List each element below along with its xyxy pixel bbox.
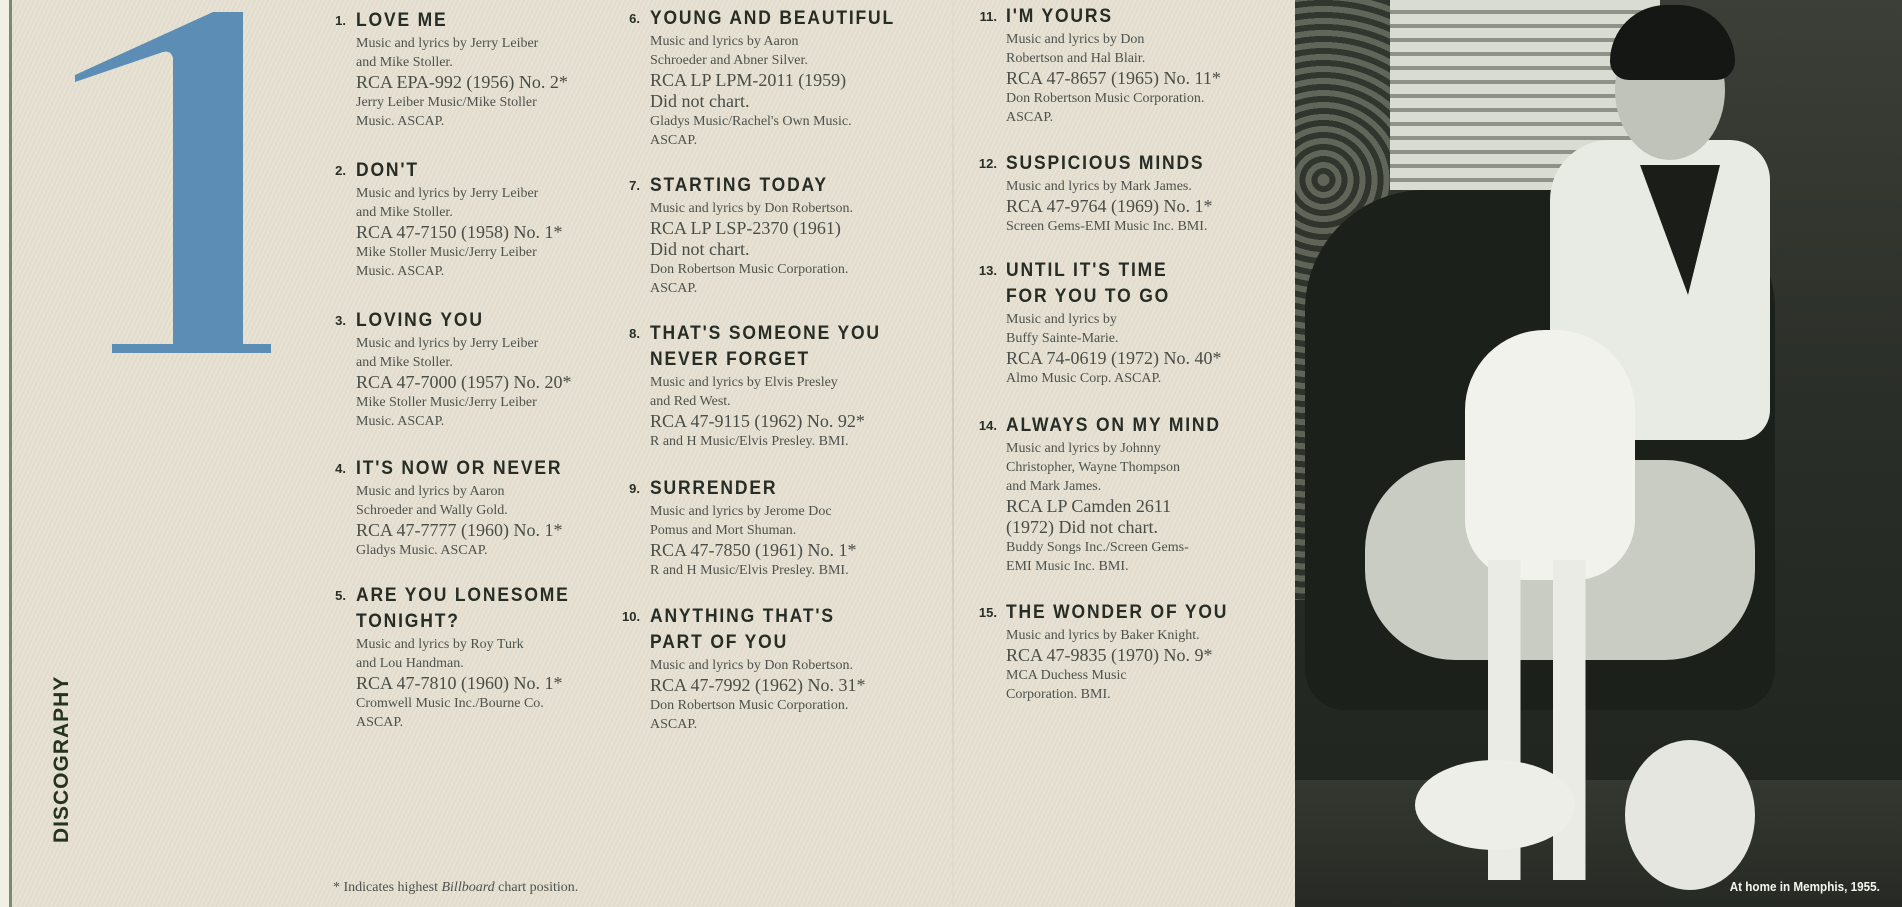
- section-label: DISCOGRAPHY: [50, 675, 73, 843]
- release-info: RCA 47-7150 (1958) No. 1*: [356, 222, 563, 242]
- song-entry: [622, 604, 922, 734]
- release-info: RCA 47-8657 (1965) No. 11*: [1006, 68, 1221, 88]
- song-entry: [970, 4, 1270, 127]
- release-info: RCA LP LSP-2370 (1961) Did not chart.: [650, 218, 841, 259]
- track-number: 4.: [335, 461, 346, 476]
- songwriter-credit: Music and lyrics by Buffy Sainte-Marie.: [1006, 312, 1119, 346]
- track-number: 3.: [335, 313, 346, 328]
- song-entry: [328, 308, 628, 431]
- release-info: RCA LP Camden 2611 (1972) Did not chart.: [1006, 496, 1172, 537]
- song-title: THE WONDER OF YOU: [1006, 602, 1229, 623]
- track-number: 2.: [335, 163, 346, 178]
- songwriter-credit: Music and lyrics by Elvis Presley and Red West.: [650, 375, 838, 409]
- track-number: 9.: [629, 481, 640, 496]
- footnote: [333, 880, 578, 896]
- song-entry: [970, 413, 1270, 576]
- song-title: SUSPICIOUS MINDS: [1006, 153, 1205, 174]
- photo-elvis-with-dog: [1295, 0, 1902, 907]
- track-number: 10.: [622, 609, 641, 624]
- song-entry: [328, 8, 628, 131]
- song-title: LOVE ME: [356, 10, 448, 31]
- songwriter-credit: Music and lyrics by Aaron Schroeder and Wally Gold.: [356, 484, 508, 518]
- songwriter-credit: Music and lyrics by Don Robertson.: [650, 658, 853, 673]
- song-title: UNTIL IT'S TIME FOR YOU TO GO: [1006, 260, 1171, 307]
- song-entry: [328, 456, 628, 560]
- track-number: 11.: [979, 9, 997, 24]
- publisher: Gladys Music/Rachel's Own Music. ASCAP.: [650, 114, 852, 148]
- track-number: 1.: [335, 13, 346, 28]
- songwriter-credit: Music and lyrics by Johnny Christopher, Wayne Thompson and Mark James.: [1006, 441, 1180, 494]
- release-info: RCA 47-7000 (1957) No. 20*: [356, 372, 572, 392]
- footnote-billboard: Billboard: [441, 880, 495, 895]
- songwriter-credit: Music and lyrics by Don Robertson and Hal Blair.: [1006, 32, 1146, 66]
- songwriter-credit: Music and lyrics by Jerry Leiber and Mike Stoller.: [356, 36, 539, 70]
- booklet-fold: [952, 0, 954, 907]
- song-entry: [622, 173, 922, 298]
- section-number-graphic: [75, 10, 271, 360]
- song-title: LOVING YOU: [356, 310, 484, 331]
- songwriter-credit: Music and lyrics by Don Robertson.: [650, 201, 853, 216]
- publisher: Mike Stoller Music/Jerry Leiber Music. ASCAP.: [356, 245, 537, 279]
- songwriter-credit: Music and lyrics by Mark James.: [1006, 179, 1192, 194]
- footnote-suffix: chart position.: [494, 880, 579, 895]
- song-title: YOUNG AND BEAUTIFUL: [650, 8, 896, 29]
- song-title: I'M YOURS: [1006, 6, 1113, 27]
- release-info: RCA 47-7850 (1961) No. 1*: [650, 540, 857, 560]
- release-info: RCA 47-7777 (1960) No. 1*: [356, 520, 563, 540]
- song-title: THAT'S SOMEONE YOU NEVER FORGET: [650, 323, 881, 370]
- song-title: ALWAYS ON MY MIND: [1006, 415, 1221, 436]
- song-entry: [970, 151, 1270, 236]
- page-edge: [0, 0, 9, 907]
- release-info: RCA EPA-992 (1956) No. 2*: [356, 72, 568, 92]
- song-entry: [622, 6, 922, 150]
- song-entry: [328, 158, 628, 281]
- track-number: 14.: [978, 418, 997, 433]
- song-title: IT'S NOW OR NEVER: [356, 458, 563, 479]
- song-title: ANYTHING THAT'S PART OF YOU: [650, 606, 835, 653]
- footnote-text: * Indicates highest: [333, 880, 442, 895]
- publisher: Almo Music Corp. ASCAP.: [1006, 371, 1162, 386]
- release-info: RCA 47-9764 (1969) No. 1*: [1006, 196, 1213, 216]
- release-info: RCA 74-0619 (1972) No. 40*: [1006, 348, 1222, 368]
- song-entry: [970, 258, 1270, 388]
- publisher: Gladys Music. ASCAP.: [356, 543, 488, 558]
- songwriter-credit: Music and lyrics by Aaron Schroeder and Abner Silver.: [650, 34, 808, 68]
- release-info: RCA 47-9115 (1962) No. 92*: [650, 411, 865, 431]
- page-border: [9, 0, 12, 907]
- publisher: Buddy Songs Inc./Screen Gems- EMI Music Inc. BMI.: [1006, 540, 1189, 574]
- song-title: ARE YOU LONESOME TONIGHT?: [356, 585, 570, 632]
- song-title: DON'T: [356, 160, 419, 181]
- track-number: 7.: [629, 178, 640, 193]
- song-entry: [622, 321, 922, 451]
- publisher: Don Robertson Music Corporation. ASCAP.: [1006, 91, 1205, 125]
- publisher: Don Robertson Music Corporation. ASCAP.: [650, 262, 849, 296]
- songwriter-credit: Music and lyrics by Baker Knight.: [1006, 628, 1200, 643]
- songwriter-credit: Music and lyrics by Jerome Doc Pomus and Mort Shuman.: [650, 504, 832, 538]
- songwriter-credit: Music and lyrics by Jerry Leiber and Mike Stoller.: [356, 186, 539, 220]
- release-info: RCA 47-9835 (1970) No. 9*: [1006, 645, 1213, 665]
- publisher: Don Robertson Music Corporation. ASCAP.: [650, 698, 849, 732]
- publisher: Cromwell Music Inc./Bourne Co. ASCAP.: [356, 696, 544, 730]
- song-title: SURRENDER: [650, 478, 778, 499]
- track-number: 6.: [629, 11, 640, 26]
- publisher: R and H Music/Elvis Presley. BMI.: [650, 563, 849, 578]
- publisher: Mike Stoller Music/Jerry Leiber Music. ASCAP.: [356, 395, 537, 429]
- song-entry: [622, 476, 922, 580]
- photo-caption: At home in Memphis, 1955.: [1729, 879, 1880, 894]
- song-entry: [970, 600, 1270, 704]
- song-title: STARTING TODAY: [650, 175, 828, 196]
- songwriter-credit: Music and lyrics by Roy Turk and Lou Handman.: [356, 637, 524, 671]
- songwriter-credit: Music and lyrics by Jerry Leiber and Mike Stoller.: [356, 336, 539, 370]
- release-info: RCA LP LPM-2011 (1959) Did not chart.: [650, 70, 847, 111]
- track-number: 13.: [978, 263, 997, 278]
- publisher: MCA Duchess Music Corporation. BMI.: [1006, 668, 1127, 702]
- song-entry: [328, 583, 628, 732]
- publisher: Jerry Leiber Music/Mike Stoller Music. ASCAP.: [356, 95, 537, 129]
- track-number: 12.: [978, 156, 997, 171]
- publisher: Screen Gems-EMI Music Inc. BMI.: [1006, 219, 1208, 234]
- release-info: RCA 47-7810 (1960) No. 1*: [356, 673, 563, 693]
- publisher: R and H Music/Elvis Presley. BMI.: [650, 434, 849, 449]
- track-number: 15.: [978, 605, 997, 620]
- track-number: 5.: [335, 588, 346, 603]
- release-info: RCA 47-7992 (1962) No. 31*: [650, 675, 866, 695]
- track-number: 8.: [629, 326, 640, 341]
